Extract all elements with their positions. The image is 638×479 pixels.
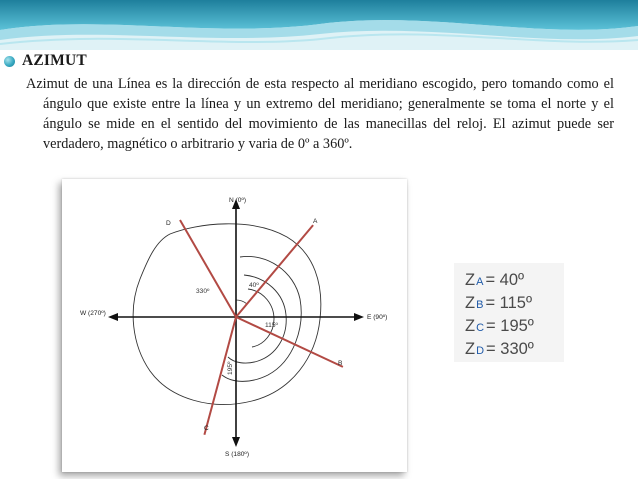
angle-label-330: 330º — [196, 288, 210, 295]
azimuth-diagram — [62, 179, 407, 472]
azimuth-row-a — [465, 271, 524, 293]
z-subscript: C — [476, 322, 485, 334]
slide-heading — [4, 51, 87, 71]
z-value: = 115º — [485, 294, 532, 312]
z-subscript: A — [476, 276, 484, 288]
z-symbol: Z — [465, 294, 476, 312]
azimuth-row-d — [465, 340, 534, 362]
header-wave-band — [0, 0, 638, 50]
arc-40 — [236, 300, 247, 304]
arrow-south — [232, 437, 240, 447]
label-north: N (0º) — [229, 197, 247, 204]
z-symbol: Z — [465, 340, 476, 358]
label-line-d: D — [166, 220, 171, 227]
heading-title: AZIMUT — [22, 52, 87, 69]
z-value: = 40º — [485, 271, 525, 289]
azimuth-line-a — [236, 225, 313, 317]
angle-label-195: 195º — [227, 361, 234, 375]
label-line-b: B — [338, 360, 343, 367]
azimuth-values-panel — [454, 263, 564, 362]
angle-label-40: 40º — [249, 282, 259, 289]
azimuth-row-c — [465, 317, 534, 339]
label-line-c: C — [204, 425, 209, 432]
bullet-icon — [4, 56, 15, 67]
z-symbol: Z — [465, 317, 476, 335]
arrow-east — [354, 313, 364, 321]
z-value: = 330º — [486, 340, 534, 358]
label-line-a: A — [313, 218, 318, 225]
z-subscript: D — [476, 345, 485, 357]
azimuth-diagram-svg — [62, 179, 407, 472]
z-symbol: Z — [465, 271, 476, 289]
arrow-west — [108, 313, 118, 321]
azimuth-row-b — [465, 294, 532, 316]
definition-paragraph: Azimut de una Línea es la dirección de esta respecto al meridiano escogido, pero tomando como el ángulo que existe entre la línea y un extremo del meridiano; generalmente se toma el norte y el ángulo se mide en el sentido del movimiento de las manecillas del reloj. El azimut puede ser verdadero, magnético o arbitrario y varia de 0º a 360º. — [26, 76, 614, 152]
label-south: S (180º) — [225, 451, 250, 458]
angle-label-115: 115º — [265, 322, 278, 329]
label-east: E (90º) — [367, 314, 388, 321]
azimuth-line-d — [180, 220, 236, 317]
z-subscript: B — [476, 299, 484, 311]
label-west: W (270º) — [80, 310, 106, 317]
azimuth-line-b — [236, 317, 343, 367]
z-value: = 195º — [486, 317, 534, 335]
axes — [108, 199, 364, 447]
